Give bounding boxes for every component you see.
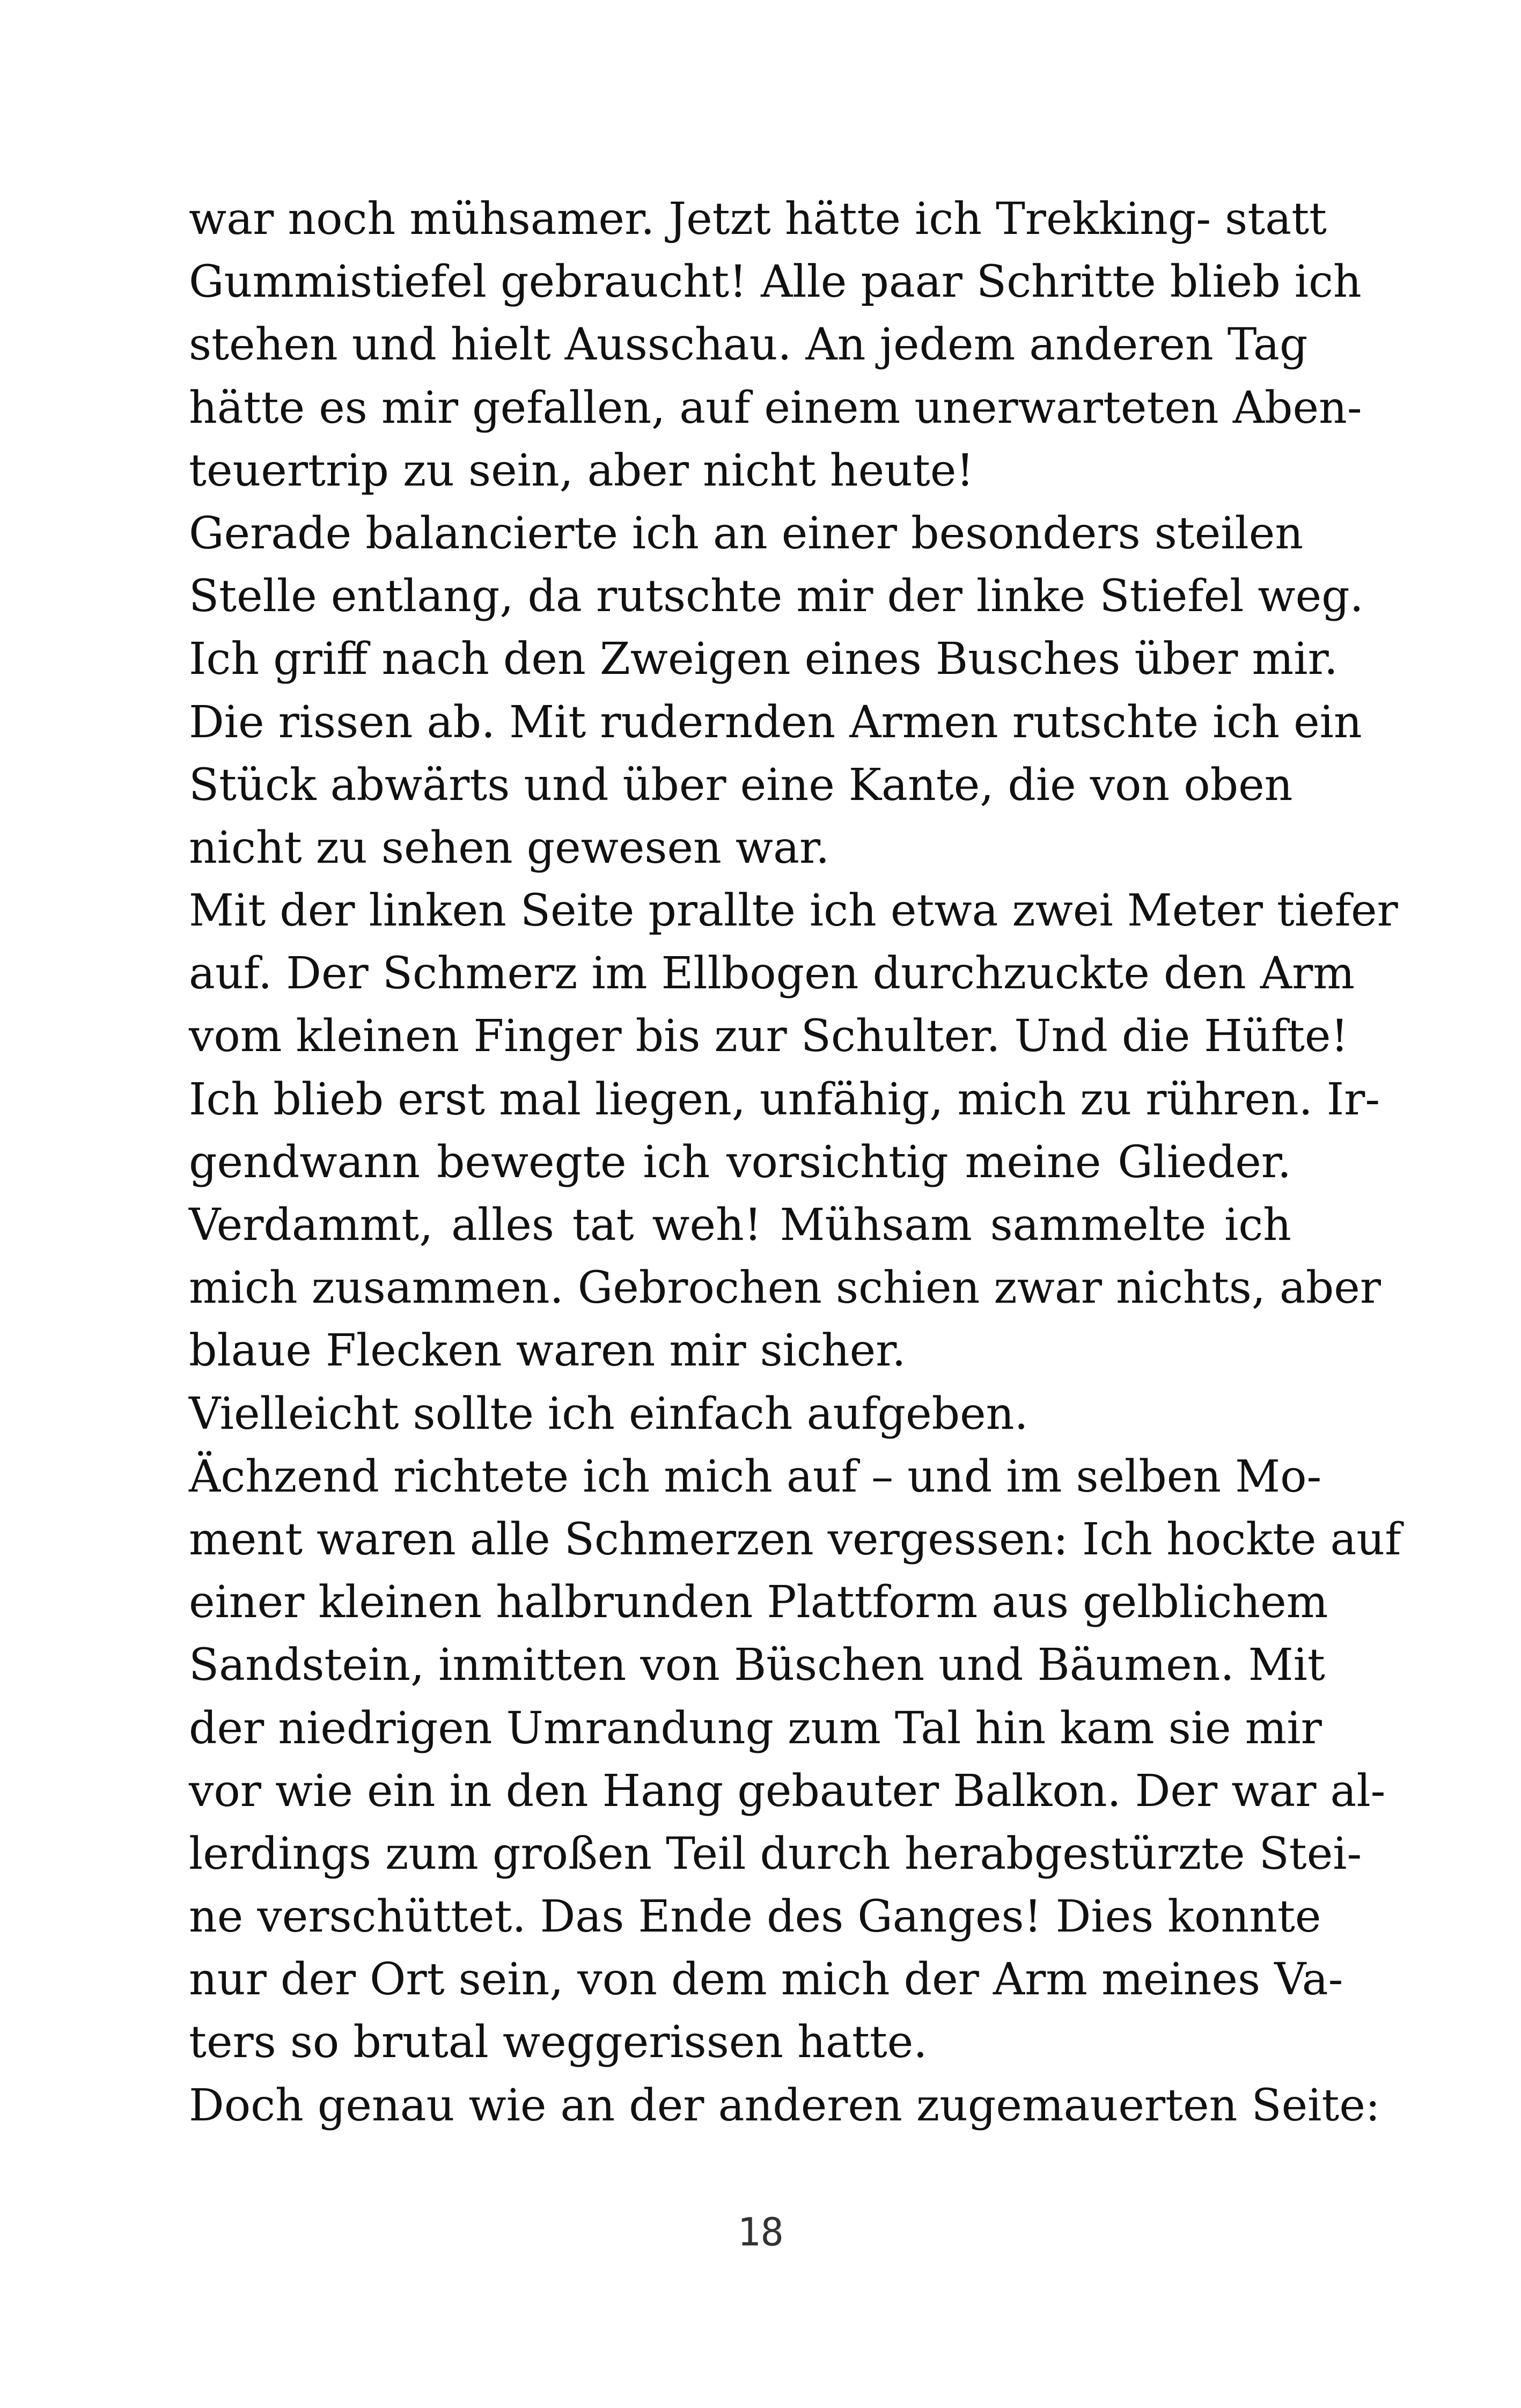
text-line: Stück abwärts und über eine Kante, die von oben [189,759,1293,811]
text-line: nicht zu sehen gewesen war. [189,822,830,873]
body-text [189,188,1401,2137]
text-line: ters so brutal weggerissen hatte. [189,2017,928,2068]
text-line: vom kleinen Finger bis zur Schulter. Und die Hüfte! [189,1011,1349,1062]
text-line: stehen und hielt Ausschau. An jedem anderen Tag [189,319,1308,371]
text-line: Vielleicht sollte ich einfach aufgeben. [189,1388,1028,1440]
text-line: mich zusammen. Gebrochen schien zwar nichts, aber [189,1262,1382,1314]
text-line: gendwann bewegte ich vorsichtig meine Glieder. [189,1136,1291,1188]
text-line: Ich griff nach den Zweigen eines Busches über mir. [189,634,1338,685]
text-line: Ich blieb erst mal liegen, unfähig, mich zu rühren. Ir- [189,1074,1380,1125]
text-line: Mit der linken Seite prallte ich etwa zwei Meter tiefer [189,885,1398,937]
text-line: Sandstein, inmitten von Büschen und Bäumen. Mit [189,1640,1325,1691]
text-line: Ächzend richtete ich mich auf – und im selben Mo- [189,1451,1322,1502]
text-line: Doch genau wie an der anderen zugemauerten Seite: [189,2080,1380,2131]
text-line: Die rissen ab. Mit rudernden Armen rutschte ich ein [189,696,1362,748]
text-line: Gerade balancierte ich an einer besonders steilen [189,508,1304,559]
text-line: war noch mühsamer. Jetzt hätte ich Trekking- statt [189,194,1327,245]
text-line: blaue Flecken waren mir sicher. [189,1325,906,1377]
text-line: lerdings zum großen Teil durch herabgestürzte Stei- [189,1828,1362,1880]
page-number: 18 [737,2209,784,2255]
text-line: einer kleinen halbrunden Plattform aus gelblichem [189,1577,1328,1628]
text-line: ne verschüttet. Das Ende des Ganges! Dies konnte [189,1891,1321,1943]
text-line: Verdammt, alles tat weh! Mühsam sammelte ich [189,1200,1291,1251]
text-line: ment waren alle Schmerzen vergessen: Ich hockte auf [189,1514,1401,1565]
text-line: vor wie ein in den Hang gebauter Balkon. Der war al- [189,1765,1386,1817]
text-line: Gummistiefel gebraucht! Alle paar Schritte blieb ich [189,256,1362,308]
text-line: nur der Ort sein, von dem mich der Arm meines Va- [189,1954,1343,2006]
text-line: auf. Der Schmerz im Ellbogen durchzuckte den Arm [189,948,1355,1000]
text-line: teuertrip zu sein, aber nicht heute! [189,445,974,496]
text-line: der niedrigen Umrandung zum Tal hin kam sie mir [189,1702,1322,1754]
text-line: Stelle entlang, da rutschte mir der linke Stiefel weg. [189,571,1364,622]
text-line: hätte es mir gefallen, auf einem unerwarteten Aben- [189,382,1362,434]
